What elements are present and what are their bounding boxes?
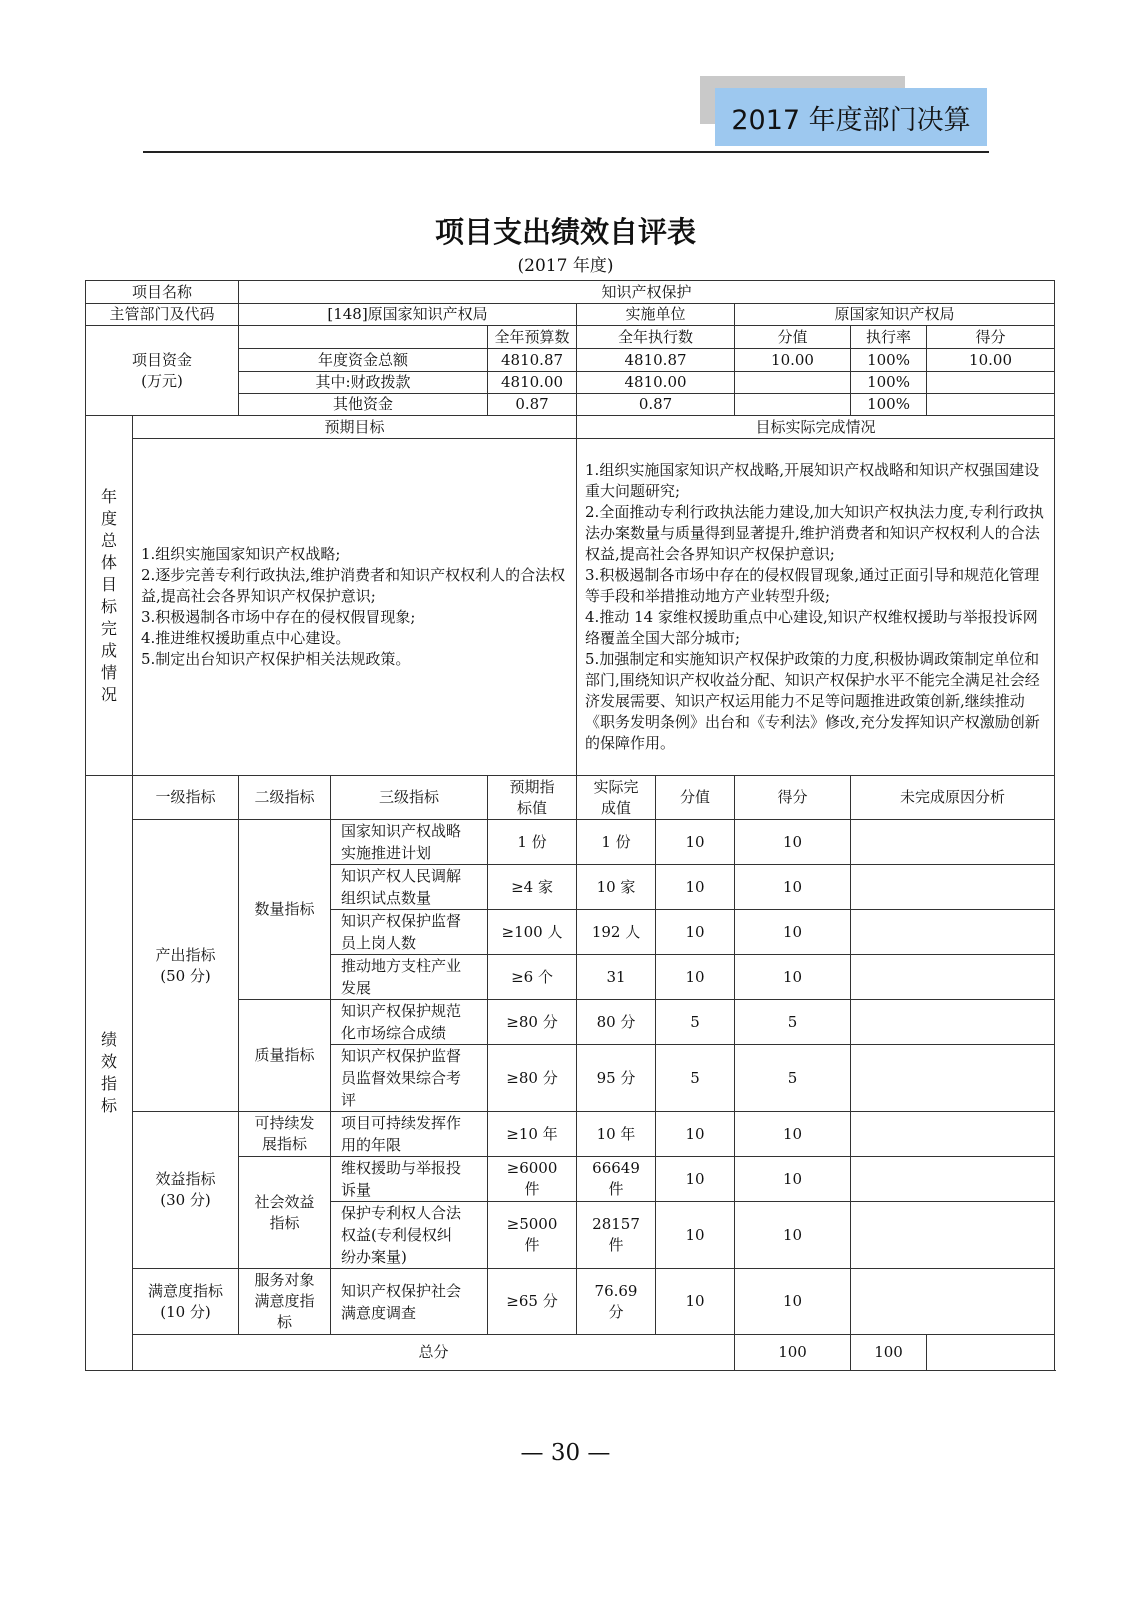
indicator-score: 10	[735, 910, 851, 955]
indicator-reason	[851, 1269, 1055, 1335]
indicator-value: 10	[656, 1202, 735, 1269]
header-level2: 二级指标	[239, 776, 331, 820]
self-evaluation-table	[85, 280, 1055, 1371]
indicator-value: 10	[656, 955, 735, 1000]
indicator-reason	[851, 820, 1055, 865]
group-output: 产出指标 (50 分)	[133, 820, 239, 1112]
indicator-target: ≥10 年	[488, 1112, 577, 1157]
indicator-name: 知识产权保护社会 满意度调查	[331, 1269, 488, 1335]
subgroup-sustain: 可持续发 展指标	[239, 1112, 331, 1157]
indicator-name: 推动地方支柱产业 发展	[331, 955, 488, 1000]
indicator-actual: 80 分	[577, 1000, 656, 1045]
indicator-value: 5	[656, 1045, 735, 1112]
funds-row-label: 年度资金总额	[239, 349, 488, 372]
indicator-score: 10	[735, 1112, 851, 1157]
funds-row-actual: 4810.00	[577, 372, 735, 394]
indicator-reason	[851, 910, 1055, 955]
funds-header-rate: 执行率	[851, 326, 927, 349]
header-level3: 三级指标	[331, 776, 488, 820]
funds-label-line2: (万元)	[141, 371, 183, 390]
funds-header-actual: 全年执行数	[577, 326, 735, 349]
expected-goals-header: 预期目标	[133, 416, 577, 439]
indicator-actual: 10 年	[577, 1112, 656, 1157]
funds-label-line1: 项目资金	[132, 350, 193, 369]
indicator-name: 项目可持续发挥作 用的年限	[331, 1112, 488, 1157]
total-label: 总分	[133, 1335, 735, 1371]
indicator-value: 10	[656, 865, 735, 910]
page-number: — 30 —	[520, 1440, 611, 1466]
indicator-reason	[851, 865, 1055, 910]
header-target: 预期指 标值	[488, 776, 577, 820]
indicator-reason	[851, 1157, 1055, 1202]
funds-row-score-value	[735, 372, 851, 394]
indicator-actual: 76.69 分	[577, 1269, 656, 1335]
indicator-score: 5	[735, 1000, 851, 1045]
indicator-name: 维权援助与举报投 诉量	[331, 1157, 488, 1202]
header-actual: 实际完 成值	[577, 776, 656, 820]
funds-row-score	[927, 372, 1055, 394]
indicator-score: 10	[735, 955, 851, 1000]
total-value: 100	[735, 1335, 851, 1371]
indicator-value: 10	[656, 1269, 735, 1335]
indicator-reason	[851, 955, 1055, 1000]
indicator-target: ≥80 分	[488, 1000, 577, 1045]
funds-header-score-value: 分值	[735, 326, 851, 349]
goals-header-row	[86, 416, 1055, 439]
subgroup-social: 社会效益 指标	[239, 1157, 331, 1269]
actual-goals-text: 1.组织实施国家知识产权战略,开展知识产权战略和知识产权强国建设重大问题研究; 2.全面推动专利行政执法能力建设,加大知识产权执法力度,专利行政执法办案数量与质量得到显著提升,维护消费者和知识产权权利人的合法权益,提高社会各界知识产权保护意识; 3.积极遏制各市场中存在的侵权假冒现象,通过正面引导和规范化管理等手段和举措推动地方产业转型升级; 4.推动 14 家维权援助重点中心建设,知识产权维权援助与举报投诉网络覆盖全国大部分城市; 5.加强制定和实施知识产权保护政策的力度,积极协调政策制定单位和部门,围绕知识产权收益分配、知识产权保护水平不能完全满足社会经济发展需要、知识产权运用能力不足等问题推进政策创新,继续推动《职务发明条例》出台和《专利法》修改,充分发挥知识产权激励创新的保障作用。	[577, 439, 1055, 776]
unit-label: 实施单位	[577, 304, 735, 326]
page-title: 项目支出绩效自评表	[434, 215, 696, 249]
group-satisfaction: 满意度指标 (10 分)	[133, 1269, 239, 1335]
subgroup-service: 服务对象 满意度指 标	[239, 1269, 331, 1335]
indicator-name: 知识产权保护监督 员监督效果综合考 评	[331, 1045, 488, 1112]
header-value: 分值	[656, 776, 735, 820]
indicator-actual: 95 分	[577, 1045, 656, 1112]
indicator-target: ≥80 分	[488, 1045, 577, 1112]
indicator-score: 10	[735, 820, 851, 865]
header-score: 得分	[735, 776, 851, 820]
funds-row-score	[927, 394, 1055, 416]
funds-row-budget: 0.87	[488, 394, 577, 416]
project-name-row	[86, 281, 1055, 304]
funds-row-score: 10.00	[927, 349, 1055, 372]
indicator-target: ≥100 人	[488, 910, 577, 955]
goals-content-row	[86, 439, 1055, 776]
indicator-score: 10	[735, 1269, 851, 1335]
page-subtitle: (2017 年度)	[517, 256, 614, 276]
indicator-reason	[851, 1000, 1055, 1045]
indicator-target: ≥6000 件	[488, 1157, 577, 1202]
indicator-target: ≥5000 件	[488, 1202, 577, 1269]
funds-header-row	[86, 326, 1055, 349]
total-row	[86, 1335, 1055, 1371]
funds-row-actual: 4810.87	[577, 349, 735, 372]
indicator-reason	[851, 1112, 1055, 1157]
funds-header-blank	[239, 326, 488, 349]
funds-header-score: 得分	[927, 326, 1055, 349]
unit-value: 原国家知识产权局	[735, 304, 1055, 326]
indicator-header-row	[86, 776, 1055, 820]
indicator-actual: 192 人	[577, 910, 656, 955]
indicator-value: 5	[656, 1000, 735, 1045]
indicator-actual: 31	[577, 955, 656, 1000]
indicator-reason	[851, 1202, 1055, 1269]
funds-row-budget: 4810.87	[488, 349, 577, 372]
indicator-name: 知识产权人民调解 组织试点数量	[331, 865, 488, 910]
indicator-target: 1 份	[488, 820, 577, 865]
indicator-actual: 66649 件	[577, 1157, 656, 1202]
funds-row-label: 其他资金	[239, 394, 488, 416]
indicator-target: ≥4 家	[488, 865, 577, 910]
project-name-value: 知识产权保护	[239, 281, 1055, 304]
header-reason: 未完成原因分析	[851, 776, 1055, 820]
funds-row-rate: 100%	[851, 394, 927, 416]
funds-header-budget: 全年预算数	[488, 326, 577, 349]
header-banner: 2017 年度部门决算	[715, 88, 987, 146]
indicator-target: ≥65 分	[488, 1269, 577, 1335]
indicator-side-label: 绩 效 指 标	[86, 776, 133, 1371]
total-score: 100	[851, 1335, 927, 1371]
funds-label	[86, 326, 239, 416]
indicator-value: 10	[656, 1157, 735, 1202]
indicator-target: ≥6 个	[488, 955, 577, 1000]
funds-row-score-value: 10.00	[735, 349, 851, 372]
goals-side-label: 年 度 总 体 目 标 完 成 情 况	[86, 416, 133, 776]
indicator-score: 10	[735, 865, 851, 910]
indicator-reason	[851, 1045, 1055, 1112]
indicator-score: 10	[735, 1157, 851, 1202]
dept-value: [148]原国家知识产权局	[239, 304, 577, 326]
dept-row	[86, 304, 1055, 326]
indicator-value: 10	[656, 1112, 735, 1157]
group-benefit: 效益指标 (30 分)	[133, 1112, 239, 1269]
project-name-label: 项目名称	[86, 281, 239, 304]
subgroup-quality: 质量指标	[239, 1000, 331, 1112]
indicator-actual: 10 家	[577, 865, 656, 910]
header-level1: 一级指标	[133, 776, 239, 820]
indicator-score: 10	[735, 1202, 851, 1269]
subgroup-quantity: 数量指标	[239, 820, 331, 1000]
indicator-value: 10	[656, 820, 735, 865]
indicator-actual: 28157 件	[577, 1202, 656, 1269]
funds-row-actual: 0.87	[577, 394, 735, 416]
indicator-name: 知识产权保护规范 化市场综合成绩	[331, 1000, 488, 1045]
funds-row-label: 其中:财政拨款	[239, 372, 488, 394]
actual-goals-header: 目标实际完成情况	[577, 416, 1055, 439]
dept-label: 主管部门及代码	[86, 304, 239, 326]
table-row	[86, 820, 1055, 865]
indicator-name: 知识产权保护监督 员上岗人数	[331, 910, 488, 955]
indicator-name: 保护专利权人合法 权益(专利侵权纠 纷办案量)	[331, 1202, 488, 1269]
table-row	[86, 1269, 1055, 1335]
funds-row-budget: 4810.00	[488, 372, 577, 394]
indicator-value: 10	[656, 910, 735, 955]
funds-row-rate: 100%	[851, 349, 927, 372]
funds-row-score-value	[735, 394, 851, 416]
indicator-score: 5	[735, 1045, 851, 1112]
indicator-actual: 1 份	[577, 820, 656, 865]
header-rule	[143, 151, 989, 153]
indicator-name: 国家知识产权战略 实施推进计划	[331, 820, 488, 865]
total-reason	[927, 1335, 1055, 1371]
expected-goals-text: 1.组织实施国家知识产权战略; 2.逐步完善专利行政执法,维护消费者和知识产权权利人的合法权益,提高社会各界知识产权保护意识; 3.积极遏制各市场中存在的侵权假冒现象; 4.推进维权援助重点中心建设。 5.制定出台知识产权保护相关法规政策。	[133, 439, 577, 776]
table-row	[86, 1112, 1055, 1157]
funds-row-rate: 100%	[851, 372, 927, 394]
